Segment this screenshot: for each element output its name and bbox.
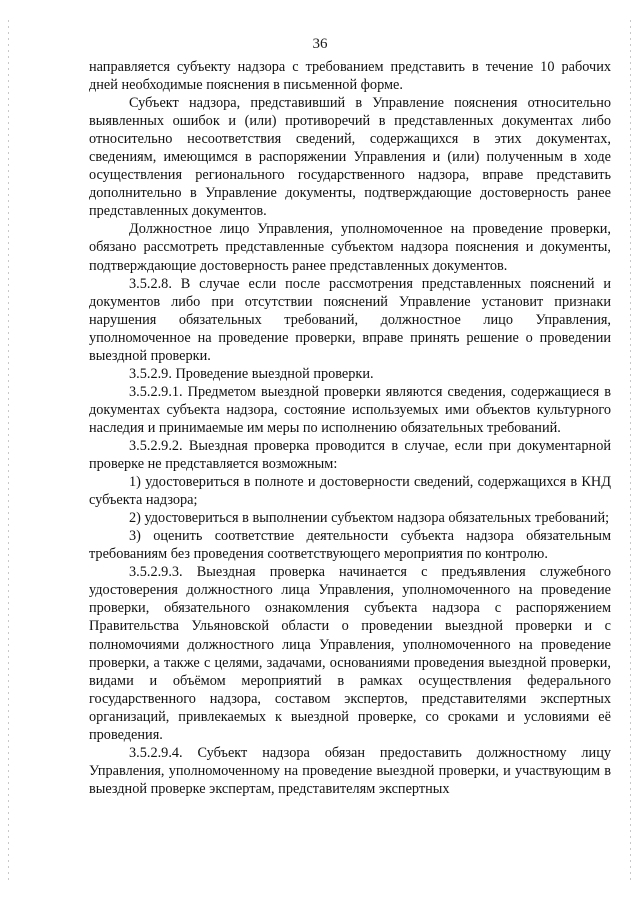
document-body — [89, 58, 611, 798]
paragraph: направляется субъекту надзора с требованием представить в течение 10 рабочих дней необходимые пояснения в письменной форме. — [89, 59, 611, 94]
paragraph-section-3-5-2-9-3: 3.5.2.9.3. Выездная проверка начинается с предъявления служебного удостоверения должностного лица Управления, уполномоченного на проведение проверки, обязательного ознакомления субъекта надзора с распоряжением Правительства Ульяновской области о проведении выездной проверки и с полномочиями должностного лица Управления, уполномоченного на проведение проверки, а также с целями, задачами, основаниями проведения выездной проверки, видами и объёмом мероприятий в рамках осуществления федерального государственного надзора, составом экспертов, представителями экспертных организаций, привлекаемых к выездной проверке, со сроками и условиями её проведения. — [89, 564, 611, 743]
list-item: 1) удостовериться в полноте и достоверности сведений, содержащихся в КНД субъекта надзора; — [89, 474, 611, 509]
scan-edge-right — [630, 20, 631, 880]
paragraph-section-3-5-2-8: 3.5.2.8. В случае если после рассмотрения представленных пояснений и документов либо при отсутствии пояснений Управление установит признаки нарушения обязательных требований, должностное лицо Управления, уполномоченное на проведение проверки, вправе принять решение о проведении выездной проверки. — [89, 275, 611, 364]
page-number: 36 — [312, 36, 328, 52]
list-item: 3) оценить соответствие деятельности субъекта надзора обязательным требованиям без проведения соответствующего мероприятия по контролю. — [89, 528, 611, 563]
list-item: 2) удостовериться в выполнении субъектом надзора обязательных требований; — [129, 510, 610, 527]
paragraph-section-3-5-2-9-2: 3.5.2.9.2. Выездная проверка проводится в случае, если при документарной проверке не представляется возможным: — [89, 437, 611, 473]
paragraph-section-3-5-2-9-4: 3.5.2.9.4. Субъект надзора обязан предоставить должностному лицу Управления, уполномоченному на проведение выездной проверки, и участвующим в выездной проверке экспертам, представителям экспертных — [89, 744, 611, 797]
scan-edge-left — [8, 20, 9, 880]
paragraph: Субъект надзора, представивший в Управление пояснения относительно выявленных ошибок и (или) противоречий в представленных документах либо относительно несоответствия сведений, содержащихся в этих документах, сведениям, имеющимся в распоряжении Управления и (или) полученным в ходе осуществления регионального государственного надзора, вправе представить дополнительно в Управление документы, подтверждающие достоверность ранее представленных документов. — [89, 95, 611, 220]
paragraph-section-3-5-2-9: 3.5.2.9. Проведение выездной проверки. — [129, 365, 374, 382]
paragraph: Должностное лицо Управления, уполномоченное на проведение проверки, обязано рассмотреть представленные субъектом надзора пояснения и документы, подтверждающие достоверность ранее представленных документов. — [89, 221, 611, 274]
paragraph-section-3-5-2-9-1: 3.5.2.9.1. Предметом выездной проверки являются сведения, содержащиеся в документах субъекта надзора, состояние используемых ими объектов культурного наследия и принимаемые им меры по исполнению обязательных требований. — [89, 383, 611, 436]
